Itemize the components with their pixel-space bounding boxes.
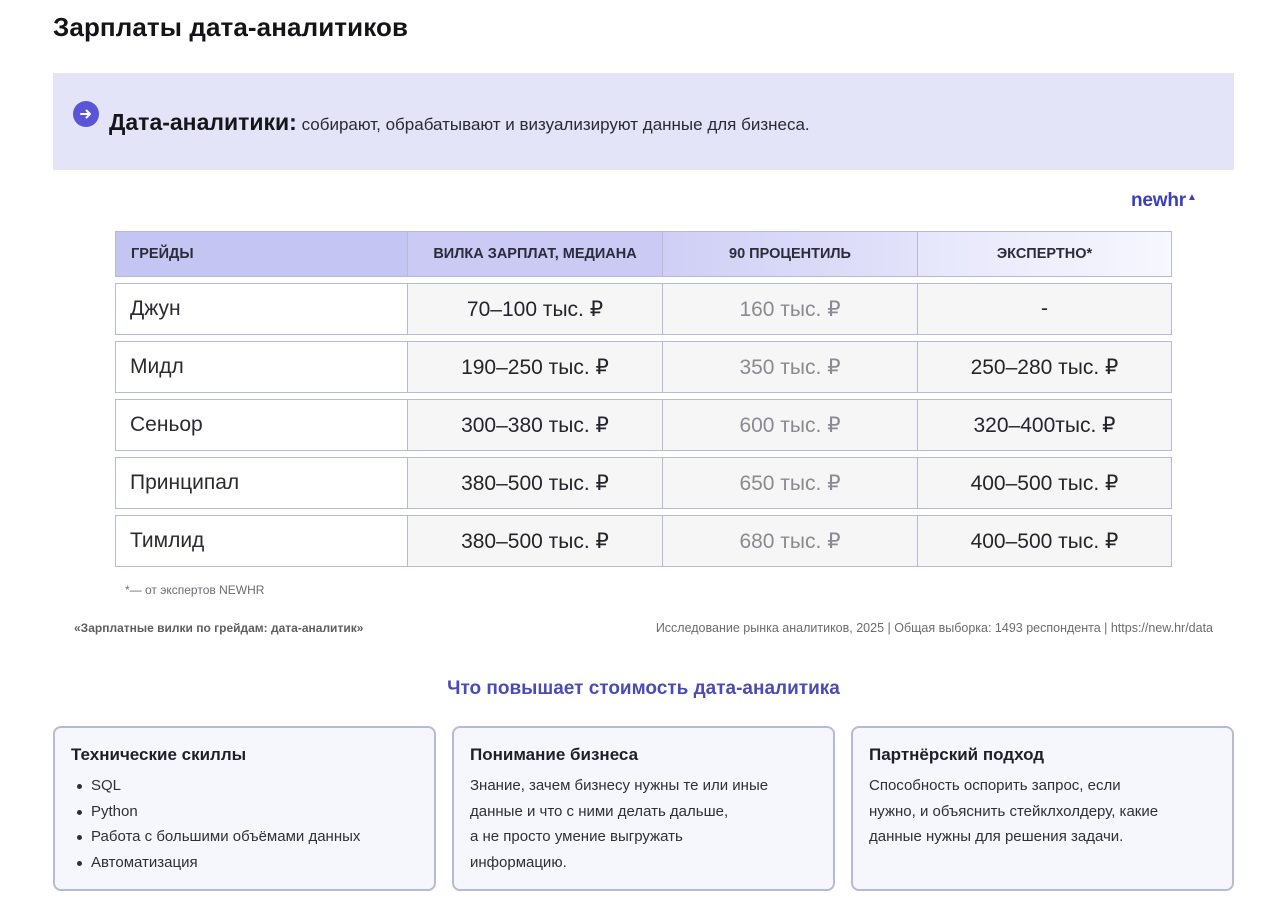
banner-text xyxy=(109,109,810,136)
definition-banner xyxy=(53,73,1234,170)
card-text-line: информацию. xyxy=(470,853,567,871)
card-title: Понимание бизнеса xyxy=(470,745,639,764)
header-expert: ЭКСПЕРТНО* xyxy=(917,231,1172,277)
banner-term: Дата-аналитики: xyxy=(109,109,297,135)
section-title: Что повышает стоимость дата-аналитика xyxy=(447,678,840,699)
list-item: Автоматизация xyxy=(71,850,418,876)
cell-median: 380–500 тыс. ₽ xyxy=(407,515,662,567)
card-title: Партнёрский подход xyxy=(869,745,1045,764)
card-text-line: Способность оспорить запрос, если xyxy=(869,777,1121,794)
card-text xyxy=(470,773,817,875)
cell-p90: 680 тыс. ₽ xyxy=(662,515,917,567)
cell-grade: Принципал xyxy=(115,457,407,509)
cell-p90: 650 тыс. ₽ xyxy=(662,457,917,509)
triangle-up-icon: ▲ xyxy=(1186,192,1197,203)
cell-median: 190–250 тыс. ₽ xyxy=(407,341,662,393)
cell-expert: 250–280 тыс. ₽ xyxy=(917,341,1172,393)
list-item: Python xyxy=(71,799,418,825)
skills-list xyxy=(71,773,418,875)
cell-expert: 400–500 тыс. ₽ xyxy=(917,515,1172,567)
card-text xyxy=(869,773,1216,850)
cell-median: 300–380 тыс. ₽ xyxy=(407,399,662,451)
card-text-line: Знание, зачем бизнесу нужны те или иные xyxy=(470,777,769,794)
table-row xyxy=(115,399,1172,451)
card-tech-skills xyxy=(53,726,436,891)
cell-p90: 160 тыс. ₽ xyxy=(662,283,917,335)
page-title: Зарплаты дата-аналитиков xyxy=(53,12,409,42)
table-row xyxy=(115,515,1172,567)
list-item: SQL xyxy=(71,773,418,799)
source-details: Исследование рынка аналитиков, 2025 | Общая выборка: 1493 респондента | https://new.hr/data xyxy=(655,621,1213,635)
source-title: «Зарплатные вилки по грейдам: дата-аналитик» xyxy=(74,621,364,635)
footnote: *— от экспертов NEWHR xyxy=(125,583,265,597)
salary-table xyxy=(115,231,1172,567)
cell-median: 70–100 тыс. ₽ xyxy=(407,283,662,335)
header-p90: 90 ПРОЦЕНТИЛЬ xyxy=(662,231,917,277)
cell-p90: 600 тыс. ₽ xyxy=(662,399,917,451)
newhr-logo xyxy=(1131,190,1197,212)
table-row xyxy=(115,341,1172,393)
cell-median: 380–500 тыс. ₽ xyxy=(407,457,662,509)
cell-expert: - xyxy=(917,283,1172,335)
cell-grade: Джун xyxy=(115,283,407,335)
cell-expert: 400–500 тыс. ₽ xyxy=(917,457,1172,509)
arrow-right-circle-icon xyxy=(73,101,99,127)
header-grades: ГРЕЙДЫ xyxy=(115,231,407,277)
card-text-line: данные и что с ними делать дальше, xyxy=(470,802,729,820)
cell-grade: Сеньор xyxy=(115,399,407,451)
cell-grade: Тимлид xyxy=(115,515,407,567)
header-median: ВИЛКА ЗАРПЛАТ, МЕДИАНА xyxy=(407,231,662,277)
table-header-row xyxy=(115,231,1172,277)
card-business-understanding xyxy=(452,726,835,891)
banner-definition: собирают, обрабатывают и визуализируют данные для бизнеса. xyxy=(301,115,810,134)
logo-text: newhr xyxy=(1131,190,1186,211)
card-text-line: а не просто умение выгружать xyxy=(470,828,683,845)
table-row xyxy=(115,283,1172,335)
cell-expert: 320–400тыс. ₽ xyxy=(917,399,1172,451)
card-title: Технические скиллы xyxy=(71,745,247,764)
cell-grade: Мидл xyxy=(115,341,407,393)
table-row xyxy=(115,457,1172,509)
list-item: Работа с большими объёмами данных xyxy=(71,824,418,850)
card-text-line: данные нужны для решения задачи. xyxy=(869,828,1124,845)
card-partner-approach xyxy=(851,726,1234,891)
card-text-line: нужно, и объяснить стейклхолдеру, какие xyxy=(869,802,1159,820)
cell-p90: 350 тыс. ₽ xyxy=(662,341,917,393)
